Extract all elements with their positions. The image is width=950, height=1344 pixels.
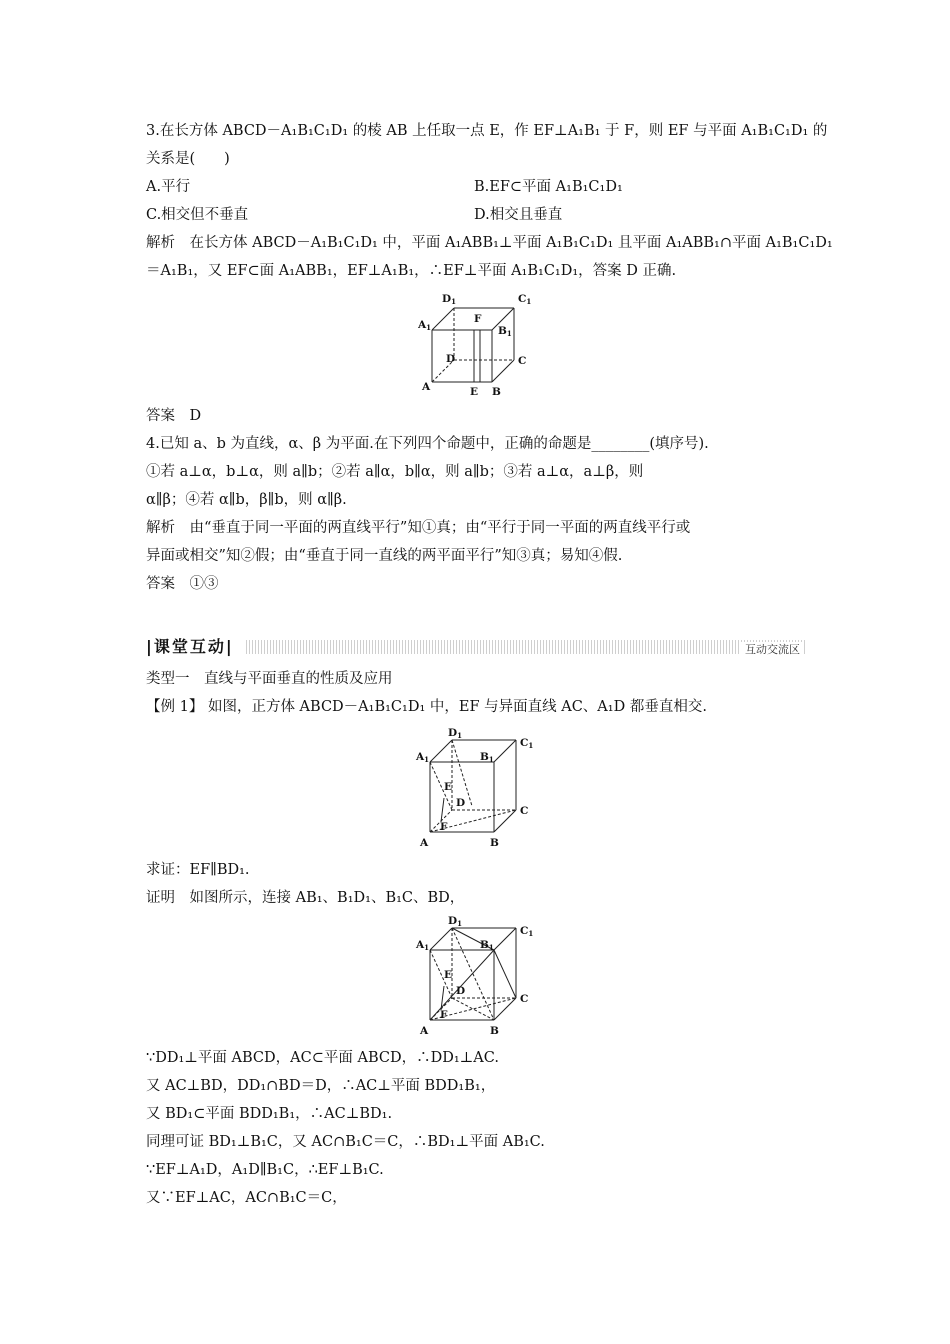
q4-analysis-line2: 异面或相交”知②假；由“垂直于同一直线的两平面平行”知③真；易知④假.: [146, 548, 623, 564]
q3-label-c: C: [518, 355, 527, 367]
q4-stem-line3: α∥β；④若 α∥b，β∥b，则 α∥β.: [146, 492, 347, 508]
ex1-label-d1: D1: [448, 727, 462, 740]
proof-label-d1: D1: [448, 915, 462, 928]
proof-line-2: 又 AC⊥BD，DD₁∩BD＝D，∴AC⊥平面 BDD₁B₁，: [146, 1078, 496, 1094]
ex1-label-a1: A1: [416, 751, 430, 764]
q3-label-e: E: [470, 386, 479, 398]
example1-cube-figure: [414, 726, 538, 852]
proof-label-f: F: [440, 1009, 448, 1021]
q4-stem-line2: ①若 a⊥α，b⊥α，则 a∥b；②若 a∥α，b∥α，则 a∥b；③若 a⊥α，a⊥β，则: [146, 464, 644, 480]
proof-intro: 证明 如图所示，连接 AB₁、B₁D₁、B₁C、BD，: [146, 890, 465, 906]
proof-line-1: ∵DD₁⊥平面 ABCD，AC⊂平面 ABCD，∴DD₁⊥AC.: [146, 1050, 499, 1066]
ex1-label-d: D: [456, 797, 466, 809]
section-title: |课堂互动|: [146, 637, 234, 656]
q3-label-b1: B1: [498, 325, 512, 338]
q3-option-a: A.平行: [146, 179, 191, 195]
proof-label-b: B: [490, 1025, 499, 1037]
q3-label-d1: D1: [442, 293, 456, 306]
q3-analysis-line1: 解析 在长方体 ABCD－A₁B₁C₁D₁ 中，平面 A₁ABB₁⊥平面 A₁B₁C₁D₁ 且平面 A₁ABB₁∩平面 A₁B₁C₁D₁: [146, 235, 833, 251]
proof-label-e: E: [444, 969, 453, 981]
q3-label-b: B: [492, 386, 501, 398]
proof-line-3: 又 BD₁⊂平面 BDD₁B₁，∴AC⊥BD₁.: [146, 1106, 393, 1122]
q3-label-f: F: [474, 313, 482, 325]
ex1-label-c: C: [520, 805, 529, 817]
q3-label-c1: C1: [518, 293, 532, 306]
q3-option-c: C.相交但不垂直: [146, 207, 249, 223]
q3-option-b: B.EF⊂平面 A₁B₁C₁D₁: [474, 179, 623, 195]
q3-label-d: D: [446, 353, 456, 365]
q3-analysis-line2: ＝A₁B₁，又 EF⊂面 A₁ABB₁，EF⊥A₁B₁，∴EF⊥平面 A₁B₁C₁D₁，答案 D 正确.: [146, 263, 677, 279]
q4-analysis-line1: 解析 由“垂直于同一平面的两直线平行”知①真；由“平行于同一平面的两直线平行或: [146, 520, 691, 536]
proof-line-5: ∵EF⊥A₁D，A₁D∥B₁C，∴EF⊥B₁C.: [146, 1162, 384, 1178]
proof-label-a1: A1: [416, 939, 430, 952]
proof-label-c: C: [520, 993, 529, 1005]
q3-stem-line1: 3.在长方体 ABCD－A₁B₁C₁D₁ 的棱 AB 上任取一点 E，作 EF⊥A₁B₁ 于 F，则 EF 与平面 A₁B₁C₁D₁ 的: [146, 123, 828, 139]
section-banner-bar: [246, 640, 806, 654]
proof-label-a: A: [420, 1025, 429, 1037]
proof-line-6: 又∵EF⊥AC，AC∩B₁C＝C，: [146, 1190, 347, 1206]
type1-heading: 类型一 直线与平面垂直的性质及应用: [146, 671, 393, 687]
section-tag: 互动交流区: [741, 642, 804, 658]
q3-label-a1: A1: [418, 319, 432, 332]
ex1-label-f: F: [440, 821, 448, 833]
proof-cube-figure: [414, 914, 538, 1040]
q4-answer: 答案 ①③: [146, 576, 219, 592]
q3-cuboid-figure: [418, 290, 538, 402]
q3-label-a: A: [422, 381, 431, 393]
ex1-label-e: E: [444, 781, 453, 793]
q3-stem-line2: 关系是( ): [146, 151, 230, 167]
proof-label-c1: C1: [520, 925, 534, 938]
ex1-label-b1: B1: [480, 751, 494, 764]
q3-option-d: D.相交且垂直: [474, 207, 563, 223]
proof-label-b1: B1: [480, 939, 494, 952]
q4-stem-line1: 4.已知 a、b 为直线，α、β 为平面.在下列四个命题中，正确的命题是________(填序号).: [146, 436, 709, 452]
prove-statement: 求证：EF∥BD₁.: [146, 862, 250, 878]
section-banner: [146, 637, 806, 657]
q3-answer: 答案 D: [146, 408, 202, 424]
ex1-label-a: A: [420, 837, 429, 849]
ex1-label-c1: C1: [520, 737, 534, 750]
proof-line-4: 同理可证 BD₁⊥B₁C，又 AC∩B₁C＝C，∴BD₁⊥平面 AB₁C.: [146, 1134, 545, 1150]
proof-label-d: D: [456, 985, 466, 997]
ex1-label-b: B: [490, 837, 499, 849]
example1-text: 【例 1】 如图，正方体 ABCD－A₁B₁C₁D₁ 中，EF 与异面直线 AC、A₁D 都垂直相交.: [146, 699, 707, 715]
